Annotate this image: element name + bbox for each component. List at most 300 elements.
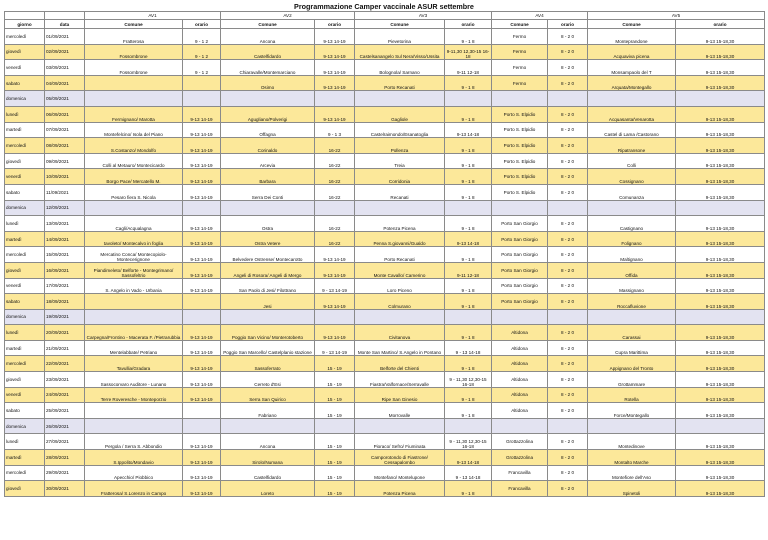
hours-cell-av2: 15 - 19 xyxy=(315,481,355,497)
date-cell: 24/09/2021 xyxy=(45,387,85,403)
date-cell: 17/09/2021 xyxy=(45,278,85,294)
day-name-cell: giovedì xyxy=(5,372,45,388)
municipality-cell-av2 xyxy=(221,91,315,107)
hours-cell-av1: 9 - 1 2 xyxy=(183,29,221,45)
municipality-cell-av2: Ostra Vetere xyxy=(221,231,315,247)
municipality-cell-av1: Fratterosa/ S.Lorenzo in Campo xyxy=(85,481,183,497)
municipality-cell-av1 xyxy=(85,200,183,216)
hours-cell-av2 xyxy=(315,418,355,434)
municipality-cell-av4: Fermo xyxy=(492,60,548,76)
municipality-cell-av5: Acquasanta/Venarotta xyxy=(588,106,676,122)
hours-cell-av4: 8 - 2 0 xyxy=(548,153,588,169)
blank-header xyxy=(5,12,45,20)
date-cell: 30/09/2021 xyxy=(45,481,85,497)
hours-cell-av4 xyxy=(548,418,588,434)
municipality-cell-av4 xyxy=(492,309,548,325)
hours-cell-av2: 15 - 19 xyxy=(315,434,355,450)
hours-cell-av2: 9-13 14-19 xyxy=(315,44,355,60)
date-cell: 20/09/2021 xyxy=(45,325,85,341)
hours-cell-av2: 9-13 14-19 xyxy=(315,247,355,263)
hours-cell-av1: 9-13 14-19 xyxy=(183,481,221,497)
hours-cell-av3 xyxy=(445,418,492,434)
hours-cell-av4: 8 - 2 0 xyxy=(548,356,588,372)
hours-cell-av1: 9-13 14-19 xyxy=(183,387,221,403)
hours-cell-av3: 9-13 14-18 xyxy=(445,450,492,466)
hours-cell-av2: 9-13 14-19 xyxy=(315,262,355,278)
municipality-cell-av4: Fermo xyxy=(492,44,548,60)
municipality-cell-av5 xyxy=(588,309,676,325)
col-header-comune: Comune xyxy=(355,20,445,29)
hours-cell-av5: 9-13 15-18,30 xyxy=(676,434,765,450)
hours-cell-av1: 9-13 14-19 xyxy=(183,278,221,294)
municipality-cell-av3: Potenza Picena xyxy=(355,216,445,232)
hours-cell-av1: 9-13 14-19 xyxy=(183,106,221,122)
table-row xyxy=(5,44,765,60)
municipality-cell-av3: Penna S.giovanni/Gualdo xyxy=(355,231,445,247)
hours-cell-av2: 9-13 14-19 xyxy=(315,294,355,310)
municipality-cell-av3: Colmurano xyxy=(355,294,445,310)
hours-cell-av4: 8 - 2 0 xyxy=(548,325,588,341)
municipality-cell-av2 xyxy=(221,200,315,216)
municipality-cell-av2 xyxy=(221,309,315,325)
municipality-cell-av1: Terre Roveresche - Monteporzio xyxy=(85,387,183,403)
table-row xyxy=(5,184,765,200)
table-row xyxy=(5,340,765,356)
municipality-cell-av1: Mentelabbate/ Petriano xyxy=(85,340,183,356)
hours-cell-av3: 9-11 12-18 xyxy=(445,262,492,278)
day-name-cell: sabato xyxy=(5,184,45,200)
municipality-cell-av2: Loreto xyxy=(221,481,315,497)
municipality-cell-av2: Osimo xyxy=(221,75,315,91)
date-cell: 07/09/2021 xyxy=(45,122,85,138)
municipality-cell-av3: Gagliole xyxy=(355,106,445,122)
municipality-cell-av3: Monte Cavallo/ Camerino xyxy=(355,262,445,278)
hours-cell-av2: 15 - 19 xyxy=(315,372,355,388)
schedule-body xyxy=(5,29,765,497)
date-cell: 27/09/2021 xyxy=(45,434,85,450)
hours-cell-av4: 8 - 2 0 xyxy=(548,60,588,76)
day-name-cell: lunedì xyxy=(5,325,45,341)
day-name-cell: martedì xyxy=(5,450,45,466)
municipality-cell-av3: Belforte del Chienti xyxy=(355,356,445,372)
table-row xyxy=(5,247,765,263)
municipality-cell-av4: Fermo xyxy=(492,29,548,45)
page-title: Programmazione Camper vaccinale ASUR settembre xyxy=(294,2,474,11)
hours-cell-av2: 15 - 19 xyxy=(315,465,355,481)
municipality-cell-av2: Castelfidardo xyxy=(221,465,315,481)
hours-cell-av1: 9 - 1 2 xyxy=(183,44,221,60)
municipality-cell-av3: Monte San Martino/ S.Angelo in Pontano xyxy=(355,340,445,356)
hours-cell-av1: 9-13 14-19 xyxy=(183,122,221,138)
area-header-av5: AV5 xyxy=(588,12,765,20)
municipality-cell-av4: Porto San Giorgio xyxy=(492,231,548,247)
date-cell: 14/09/2021 xyxy=(45,231,85,247)
municipality-cell-av5: Colli xyxy=(588,153,676,169)
blank-header xyxy=(45,12,85,20)
municipality-cell-av3: Castelraimondo/Esanatoglia xyxy=(355,122,445,138)
schedule-table xyxy=(4,11,765,497)
municipality-cell-av5: Force/Montegallo xyxy=(588,403,676,419)
date-cell: 21/09/2021 xyxy=(45,340,85,356)
date-cell: 10/09/2021 xyxy=(45,169,85,185)
hours-cell-av4: 8 - 2 0 xyxy=(548,216,588,232)
area-header-av4: AV4 xyxy=(492,12,588,20)
table-row xyxy=(5,138,765,154)
hours-cell-av3: 9 - 1 8 xyxy=(445,387,492,403)
hours-cell-av3: 9 - 1 8 xyxy=(445,138,492,154)
municipality-cell-av2: Agugliano/Polverigi xyxy=(221,106,315,122)
hours-cell-av5: 9-13 15-18,30 xyxy=(676,247,765,263)
date-cell: 26/09/2021 xyxy=(45,418,85,434)
municipality-cell-av3 xyxy=(355,91,445,107)
hours-cell-av1: 9-13 14-19 xyxy=(183,465,221,481)
hours-cell-av1 xyxy=(183,309,221,325)
day-name-cell: mercoledì xyxy=(5,247,45,263)
hours-cell-av4: 8 - 2 0 xyxy=(548,247,588,263)
date-cell: 11/09/2021 xyxy=(45,184,85,200)
municipality-cell-av3 xyxy=(355,309,445,325)
hours-cell-av3: 9 - 1 8 xyxy=(445,356,492,372)
hours-cell-av2 xyxy=(315,91,355,107)
hours-cell-av5 xyxy=(676,91,765,107)
hours-cell-av1: 9-13 14-19 xyxy=(183,325,221,341)
municipality-cell-av4: Porto S. Elpidio xyxy=(492,138,548,154)
day-name-cell: venerdì xyxy=(5,60,45,76)
day-name-cell: venerdì xyxy=(5,278,45,294)
hours-cell-av1: 9-13 14-19 xyxy=(183,184,221,200)
hours-cell-av3 xyxy=(445,91,492,107)
municipality-cell-av4: Porto San Giorgio xyxy=(492,247,548,263)
day-name-cell: giovedì xyxy=(5,44,45,60)
table-row xyxy=(5,262,765,278)
hours-cell-av1: 9-13 14-19 xyxy=(183,372,221,388)
municipality-cell-av4: Altidona xyxy=(492,387,548,403)
hours-cell-av1 xyxy=(183,75,221,91)
municipality-cell-av4: Porto San Giorgio xyxy=(492,262,548,278)
municipality-cell-av1: S.Costanzo/ Mondolfo xyxy=(85,138,183,154)
municipality-cell-av3: Civitanova xyxy=(355,325,445,341)
municipality-cell-av5: Acquaviva picena xyxy=(588,44,676,60)
day-name-cell: martedì xyxy=(5,231,45,247)
day-name-cell: giovedì xyxy=(5,262,45,278)
municipality-cell-av1: Borgo Pace/ Mercatello M. xyxy=(85,169,183,185)
table-row xyxy=(5,169,765,185)
table-row xyxy=(5,122,765,138)
municipality-cell-av5: Montedinove xyxy=(588,434,676,450)
hours-cell-av4: 8 - 2 0 xyxy=(548,262,588,278)
hours-cell-av1 xyxy=(183,418,221,434)
hours-cell-av5: 9-13 15-18,30 xyxy=(676,106,765,122)
municipality-cell-av3 xyxy=(355,418,445,434)
table-row xyxy=(5,29,765,45)
hours-cell-av1: 9 - 1 2 xyxy=(183,60,221,76)
hours-cell-av4: 8 - 2 0 xyxy=(548,465,588,481)
hours-cell-av2: 9-13 14-19 xyxy=(315,325,355,341)
col-header-orario: orario xyxy=(315,20,355,29)
hours-cell-av2: 15 - 19 xyxy=(315,387,355,403)
municipality-cell-av5: Rotella xyxy=(588,387,676,403)
hours-cell-av4: 8 - 2 0 xyxy=(548,44,588,60)
hours-cell-av3: 9-13 14-18 xyxy=(445,231,492,247)
table-row xyxy=(5,106,765,122)
municipality-cell-av2: Chiaravalle/Montemarciano xyxy=(221,60,315,76)
municipality-cell-av3: Pollenza xyxy=(355,138,445,154)
municipality-cell-av5: Spinetoli xyxy=(588,481,676,497)
hours-cell-av3: 9 - 11,30 12,30-15 16-18 xyxy=(445,434,492,450)
municipality-cell-av5: Castignano xyxy=(588,216,676,232)
municipality-cell-av2: Angeli di Rosora/ Angeli di Mergo xyxy=(221,262,315,278)
municipality-cell-av5: Offida xyxy=(588,262,676,278)
hours-cell-av2 xyxy=(315,309,355,325)
table-row xyxy=(5,465,765,481)
table-row xyxy=(5,200,765,216)
hours-cell-av2: 16-22 xyxy=(315,169,355,185)
col-header-comune: Comune xyxy=(492,20,548,29)
municipality-cell-av2 xyxy=(221,418,315,434)
table-row xyxy=(5,325,765,341)
municipality-cell-av1: Pergola / Serra S. Abbondio xyxy=(85,434,183,450)
municipality-cell-av5: Montefiore dell'Aso xyxy=(588,465,676,481)
hours-cell-av1: 9-13 14-19 xyxy=(183,138,221,154)
hours-cell-av3: 9-13 14-18 xyxy=(445,122,492,138)
hours-cell-av5: 9-13 15-18,30 xyxy=(676,278,765,294)
municipality-cell-av3: Camporotondo di Fiastrone/ Cessapalombo xyxy=(355,450,445,466)
hours-cell-av5 xyxy=(676,418,765,434)
hours-cell-av5: 9-13 15-18,30 xyxy=(676,465,765,481)
municipality-cell-av1 xyxy=(85,403,183,419)
hours-cell-av5: 9-13 15-18,30 xyxy=(676,372,765,388)
area-header-av3: AV3 xyxy=(355,12,492,20)
hours-cell-av5: 9-13 15-18,30 xyxy=(676,450,765,466)
table-row xyxy=(5,418,765,434)
hours-cell-av4: 8 - 2 0 xyxy=(548,106,588,122)
hours-cell-av3: 9-11 12-18 xyxy=(445,60,492,76)
municipality-cell-av4: Porto S. Elpidio xyxy=(492,106,548,122)
municipality-cell-av5 xyxy=(588,91,676,107)
hours-cell-av2: 15 - 19 xyxy=(315,403,355,419)
hours-cell-av5: 9-13 15-18,30 xyxy=(676,153,765,169)
table-row xyxy=(5,75,765,91)
hours-cell-av4: 8 - 2 0 xyxy=(548,403,588,419)
hours-cell-av3: 9 - 1 8 xyxy=(445,294,492,310)
hours-cell-av3: 9 - 1 8 xyxy=(445,216,492,232)
table-row xyxy=(5,387,765,403)
hours-cell-av2: 16-22 xyxy=(315,216,355,232)
municipality-cell-av1 xyxy=(85,75,183,91)
municipality-cell-av4: Altidona xyxy=(492,325,548,341)
hours-cell-av5: 9-13 15-18,30 xyxy=(676,29,765,45)
day-name-cell: domenica xyxy=(5,91,45,107)
date-cell: 09/09/2021 xyxy=(45,153,85,169)
table-row xyxy=(5,231,765,247)
hours-cell-av5: 9-13 15-18,30 xyxy=(676,122,765,138)
municipality-cell-av2: Poggio San Marcello/ Castelplanio stazione xyxy=(221,340,315,356)
municipality-cell-av5: Appignano del Tronto xyxy=(588,356,676,372)
municipality-cell-av3: Morrovalle xyxy=(355,403,445,419)
municipality-cell-av5 xyxy=(588,418,676,434)
municipality-cell-av2: San Paolo di Jesi/ Filottrano xyxy=(221,278,315,294)
hours-cell-av3: 9 - 13 14-18 xyxy=(445,465,492,481)
day-name-cell: mercoledì xyxy=(5,138,45,154)
municipality-cell-av4: Altidona xyxy=(492,356,548,372)
municipality-cell-av2: Barbara xyxy=(221,169,315,185)
municipality-cell-av4: Grottazzolina xyxy=(492,434,548,450)
municipality-cell-av4: Francavilla xyxy=(492,481,548,497)
municipality-cell-av1 xyxy=(85,309,183,325)
municipality-cell-av1: S.Ippolito/Mondavio xyxy=(85,450,183,466)
hours-cell-av4: 8 - 2 0 xyxy=(548,184,588,200)
day-name-cell: giovedì xyxy=(5,153,45,169)
area-header-row xyxy=(5,12,765,20)
municipality-cell-av1 xyxy=(85,294,183,310)
municipality-cell-av4: Altidona xyxy=(492,340,548,356)
municipality-cell-av3: Loro Piceno xyxy=(355,278,445,294)
municipality-cell-av2: Sassoferrato xyxy=(221,356,315,372)
table-row xyxy=(5,278,765,294)
municipality-cell-av5: Comunanza xyxy=(588,184,676,200)
municipality-cell-av5: Carassai xyxy=(588,325,676,341)
table-row xyxy=(5,60,765,76)
municipality-cell-av1: tavoleto/ Montecalvo in foglia xyxy=(85,231,183,247)
hours-cell-av2 xyxy=(315,200,355,216)
hours-cell-av3: 9 - 1 8 xyxy=(445,184,492,200)
day-name-cell: martedì xyxy=(5,340,45,356)
table-row xyxy=(5,481,765,497)
municipality-cell-av3: Castelsanangelo Sul Nera/Visso/Ussita xyxy=(355,44,445,60)
day-name-cell: sabato xyxy=(5,403,45,419)
col-header-comune: Comune xyxy=(85,20,183,29)
hours-cell-av5: 9-13 15-18,30 xyxy=(676,75,765,91)
hours-cell-av4: 8 - 2 0 xyxy=(548,29,588,45)
day-name-cell: giovedì xyxy=(5,481,45,497)
date-cell: 28/09/2021 xyxy=(45,450,85,466)
hours-cell-av4: 8 - 2 0 xyxy=(548,434,588,450)
hours-cell-av5 xyxy=(676,309,765,325)
municipality-cell-av1: Pesaro fiera S. Nicola xyxy=(85,184,183,200)
hours-cell-av5: 9-13 15-18,30 xyxy=(676,60,765,76)
date-cell: 25/09/2021 xyxy=(45,403,85,419)
hours-cell-av1 xyxy=(183,91,221,107)
day-name-cell: domenica xyxy=(5,418,45,434)
municipality-cell-av1 xyxy=(85,418,183,434)
hours-cell-av2: 9-13 14-19 xyxy=(315,75,355,91)
hours-cell-av4 xyxy=(548,309,588,325)
municipality-cell-av5: Roccafluvione xyxy=(588,294,676,310)
hours-cell-av2: 9 - 13 14-19 xyxy=(315,340,355,356)
municipality-cell-av3: Porto Recanati xyxy=(355,75,445,91)
municipality-cell-av4: Porto S. Elpidio xyxy=(492,153,548,169)
hours-cell-av2: 9-13 14-19 xyxy=(315,60,355,76)
col-header-giorno: giorno xyxy=(5,20,45,29)
hours-cell-av4: 8 - 2 0 xyxy=(548,278,588,294)
hours-cell-av3: 9 - 13 14-18 xyxy=(445,340,492,356)
col-header-orario: orario xyxy=(676,20,765,29)
hours-cell-av4: 8 - 2 0 xyxy=(548,75,588,91)
day-name-cell: mercoledì xyxy=(5,29,45,45)
municipality-cell-av4: Porto S. Elpidio xyxy=(492,184,548,200)
hours-cell-av3: 9 - 1 8 xyxy=(445,481,492,497)
municipality-cell-av3: Ripe San Ginesio xyxy=(355,387,445,403)
municipality-cell-av4 xyxy=(492,200,548,216)
hours-cell-av3: 9 - 1 8 xyxy=(445,325,492,341)
municipality-cell-av1: Piandimeleto/ Belforte - Montegrimano/ Sassofeltrio xyxy=(85,262,183,278)
date-cell: 01/09/2021 xyxy=(45,29,85,45)
hours-cell-av3: 9 - 1 8 xyxy=(445,403,492,419)
hours-cell-av5: 9-13 15-18,30 xyxy=(676,294,765,310)
hours-cell-av3 xyxy=(445,309,492,325)
hours-cell-av1: 9-13 14-19 xyxy=(183,247,221,263)
municipality-cell-av1: Apecchio/ Piobbico xyxy=(85,465,183,481)
municipality-cell-av3 xyxy=(355,200,445,216)
hours-cell-av5: 9-13 15-18,30 xyxy=(676,403,765,419)
municipality-cell-av5 xyxy=(588,200,676,216)
municipality-cell-av2: Poggio San Vicino/ Monterotoberto xyxy=(221,325,315,341)
municipality-cell-av2: Arcevia xyxy=(221,153,315,169)
municipality-cell-av3: Potenza Picena xyxy=(355,481,445,497)
municipality-cell-av5: Monsampaolo del T xyxy=(588,60,676,76)
day-name-cell: martedì xyxy=(5,122,45,138)
hours-cell-av4: 8 - 2 0 xyxy=(548,340,588,356)
municipality-cell-av5: Cupra Marittima xyxy=(588,340,676,356)
hours-cell-av1: 9-13 14-19 xyxy=(183,450,221,466)
hours-cell-av2: 9 - 1 3 xyxy=(315,122,355,138)
municipality-cell-av4: Altidona xyxy=(492,372,548,388)
hours-cell-av2: 15 - 19 xyxy=(315,450,355,466)
hours-cell-av3: 9-11,30 12,30-15 16-18 xyxy=(445,44,492,60)
hours-cell-av5: 9-13 15-18,30 xyxy=(676,138,765,154)
municipality-cell-av1: Fermignano/ Marotta xyxy=(85,106,183,122)
municipality-cell-av5: Cossignano xyxy=(588,169,676,185)
date-cell: 23/09/2021 xyxy=(45,372,85,388)
hours-cell-av4: 8 - 2 0 xyxy=(548,294,588,310)
hours-cell-av1: 9-13 14-19 xyxy=(183,434,221,450)
hours-cell-av4: 8 - 2 0 xyxy=(548,169,588,185)
date-cell: 19/09/2021 xyxy=(45,309,85,325)
hours-cell-av2: 16-22 xyxy=(315,153,355,169)
hours-cell-av2: 16-22 xyxy=(315,231,355,247)
municipality-cell-av1 xyxy=(85,91,183,107)
day-name-cell: lunedì xyxy=(5,434,45,450)
day-name-cell: lunedì xyxy=(5,106,45,122)
hours-cell-av2: 16-22 xyxy=(315,184,355,200)
municipality-cell-av2: Corinaldo xyxy=(221,138,315,154)
hours-cell-av3: 9 - 1 8 xyxy=(445,29,492,45)
hours-cell-av3: 9 - 1 8 xyxy=(445,106,492,122)
municipality-cell-av3: Corridonia xyxy=(355,169,445,185)
hours-cell-av5: 9-13 15-18,30 xyxy=(676,340,765,356)
day-name-cell: lunedì xyxy=(5,216,45,232)
hours-cell-av4 xyxy=(548,200,588,216)
day-name-cell: domenica xyxy=(5,200,45,216)
municipality-cell-av3: Pioraco/ Sefro/ Fiuminata xyxy=(355,434,445,450)
date-cell: 18/09/2021 xyxy=(45,294,85,310)
hours-cell-av2: 15 - 19 xyxy=(315,356,355,372)
municipality-cell-av4: Porto S. Elpidio xyxy=(492,122,548,138)
date-cell: 05/09/2021 xyxy=(45,91,85,107)
date-cell: 22/09/2021 xyxy=(45,356,85,372)
municipality-cell-av5: Ripatransone xyxy=(588,138,676,154)
hours-cell-av5: 9-13 15-18,30 xyxy=(676,184,765,200)
table-row xyxy=(5,216,765,232)
hours-cell-av4: 8 - 2 0 xyxy=(548,122,588,138)
municipality-cell-av2: Castelfidardo xyxy=(221,44,315,60)
day-name-cell: mercoledì xyxy=(5,465,45,481)
date-cell: 02/09/2021 xyxy=(45,44,85,60)
hours-cell-av1: 9-13 14-19 xyxy=(183,356,221,372)
hours-cell-av4: 8 - 2 0 xyxy=(548,450,588,466)
day-name-cell: domenica xyxy=(5,309,45,325)
hours-cell-av3: 9 - 1 8 xyxy=(445,278,492,294)
